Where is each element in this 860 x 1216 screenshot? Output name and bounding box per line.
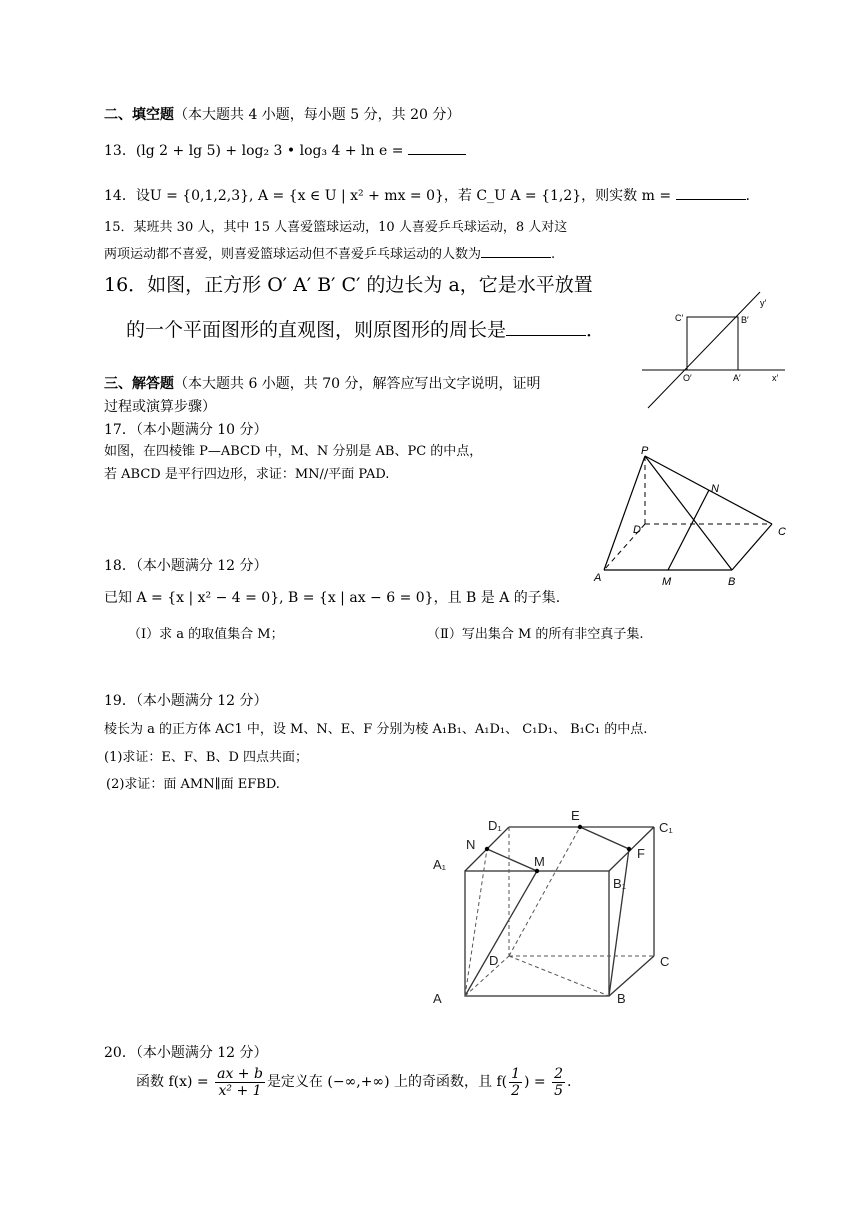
q20-eq: ) =: [524, 1074, 551, 1090]
fig17-label-c: C: [778, 526, 786, 538]
fig19-label-n: N: [466, 837, 476, 852]
q20-prefix: 函数 f(x) =: [136, 1074, 214, 1090]
fig19-label-m: M: [534, 854, 545, 869]
fig16-label-b: B′: [741, 315, 749, 325]
section2-title: 二、填空题: [104, 107, 174, 123]
fig19-segment-am: [465, 871, 537, 996]
q13-text: 13．(lg 2 + lg 5) + log₂ 3 • log₃ 4 + ln e =: [104, 143, 408, 159]
fig17-label-b: B: [728, 576, 736, 588]
q20-arg-fraction: [509, 1066, 522, 1099]
q18-stem: 已知 A = {x | x² − 4 = 0}, B = {x | ax − 6 = 0}，且 B 是 A 的子集.: [104, 590, 561, 606]
q20-fraction: [215, 1066, 265, 1099]
q20-arg-denominator: 2: [511, 1082, 521, 1099]
q19-head: 19．（本小题满分 12 分）: [104, 693, 268, 709]
section2-note: （本大题共 4 小题，每小题 5 分，共 20 分）: [174, 107, 461, 123]
fig16-label-y: y′: [760, 298, 767, 308]
q20-value-fraction: [552, 1066, 565, 1099]
fig17-label-a: A: [594, 572, 602, 584]
section3-heading: [104, 375, 541, 393]
fig19-edge-ad: [465, 956, 509, 996]
fig19-edge-bc: [609, 956, 654, 996]
fig19-label-d1: D₁: [488, 818, 502, 833]
fig17-edge-pc: [645, 456, 772, 524]
fig19-front-face: [465, 871, 609, 996]
fig16-label-x: x′: [772, 373, 779, 383]
fig19-edge-b1c1: [609, 827, 654, 871]
fig19-label-e: E: [571, 808, 580, 823]
q18-part2: （Ⅱ）写出集合 M 的所有非空真子集.: [427, 627, 644, 642]
q20-numerator: ax + b: [217, 1065, 263, 1082]
q15-blank: [481, 243, 551, 258]
q15-end: .: [551, 247, 556, 262]
q18-part1: （Ⅰ）求 a 的取值集合 M；: [128, 627, 284, 642]
q15-line1: 15．某班共 30 人，其中 15 人喜爱篮球运动，10 人喜爱乒乓球运动，8 人对这: [104, 220, 568, 235]
q14-text: 14．设U = {0,1,2,3}, A = {x ∈ U | x² + mx = 0}，若 C_U A = {1,2}，则实数 m =: [104, 188, 676, 204]
fig19-label-a: A: [433, 991, 442, 1006]
fig19-label-d: D: [489, 953, 499, 968]
q14: [104, 185, 750, 205]
q20-denominator: x² + 1: [218, 1082, 262, 1099]
q17-line2: 若 ABCD 是平行四边形，求证：MN//平面 PAD.: [104, 467, 390, 482]
q20-value-numerator: 2: [554, 1065, 564, 1082]
fig17-segment-mn: [668, 490, 709, 570]
q15-line2: [104, 243, 555, 264]
fig16-square: [687, 317, 738, 370]
fig17-label-m: M: [662, 576, 672, 588]
fig17-edge-bc: [732, 524, 772, 570]
q20-end: .: [567, 1074, 572, 1090]
fig17-edge-pb: [645, 456, 732, 570]
section3-title: 三、解答题: [104, 376, 174, 392]
fig19-point-f: [627, 847, 631, 851]
q19-stem: 棱长为 a 的正方体 AC1 中，设 M、N、E、F 分别为棱 A₁B₁、A₁D₁、 C₁D₁、 B₁C₁ 的中点.: [104, 722, 648, 737]
fig19-point-m: [535, 869, 539, 873]
q16-line1: 16．如图，正方形 O′ A′ B′ C′ 的边长为 a，它是水平放置: [104, 274, 593, 296]
q16-line2: [126, 317, 605, 343]
q16-blank: [506, 317, 586, 336]
fig16-label-a: A′: [733, 373, 741, 383]
fig19-label-b1: B₁: [613, 876, 627, 891]
q15-line2-text: 两项运动都不喜爱，则喜爱篮球运动但不喜爱乒乓球运动的人数为: [104, 247, 482, 262]
q16-end: ．: [586, 319, 606, 341]
fig19-segment-ef: [580, 827, 629, 849]
fig19-segment-nm: [487, 849, 537, 871]
fig16-label-o: O′: [683, 373, 692, 383]
fig19-segment-db: [509, 956, 609, 996]
fig16-y-axis: [648, 292, 760, 408]
fig19-segment-de: [509, 827, 580, 956]
q20-stem: [136, 1064, 571, 1100]
q18-head: 18．（本小题满分 12 分）: [104, 558, 268, 574]
fig19-edge-a1d1: [465, 827, 509, 871]
fig17-edge-ad: [604, 524, 645, 570]
q20-arg-numerator: 1: [511, 1065, 521, 1082]
fig17-label-n: N: [711, 483, 719, 495]
q14-blank: [676, 185, 746, 200]
section3-note-line1: （本大题共 6 小题，共 70 分，解答应写出文字说明，证明: [174, 376, 541, 392]
q13: [104, 140, 466, 160]
q19-part1: (1)求证：E、F、B、D 四点共面；: [104, 750, 309, 765]
fig19-label-c1: C₁: [659, 820, 673, 835]
q19-part2: (2)求证：面 AMN∥面 EFBD.: [106, 777, 280, 792]
q16-line2-text: 的一个平面图形的直观图，则原图形的周长是: [126, 319, 507, 341]
q20-value-denominator: 5: [554, 1082, 564, 1099]
q17-line1: 如图，在四棱锥 P—ABCD 中，M、N 分别是 AB、PC 的中点，: [104, 444, 483, 459]
fig19-point-e: [578, 825, 582, 829]
q20-mid: 是定义在 (−∞,+∞) 上的奇函数，且 f(: [266, 1074, 508, 1090]
q13-blank: [408, 140, 466, 155]
fig19-segment-bf: [609, 849, 629, 996]
fig19-segment-an: [465, 849, 487, 996]
q14-end: .: [745, 188, 750, 204]
fig17-edge-pa: [604, 456, 645, 570]
fig19-label-f: F: [637, 846, 645, 861]
section3-note-line2: 过程或演算步骤）: [104, 399, 216, 415]
fig17-label-d: D: [633, 524, 641, 536]
fig16-label-c: C′: [675, 313, 684, 323]
fig19-label-c: C: [660, 954, 670, 969]
q20-head: 20．（本小题满分 12 分）: [104, 1045, 268, 1061]
fig19-label-b: B: [617, 991, 626, 1006]
fig19-point-n: [485, 847, 489, 851]
fig19-label-a1: A₁: [433, 857, 447, 872]
q17-head: 17．（本小题满分 10 分）: [104, 422, 268, 438]
fig17-label-p: P: [641, 445, 649, 457]
section2-heading: [104, 106, 460, 124]
